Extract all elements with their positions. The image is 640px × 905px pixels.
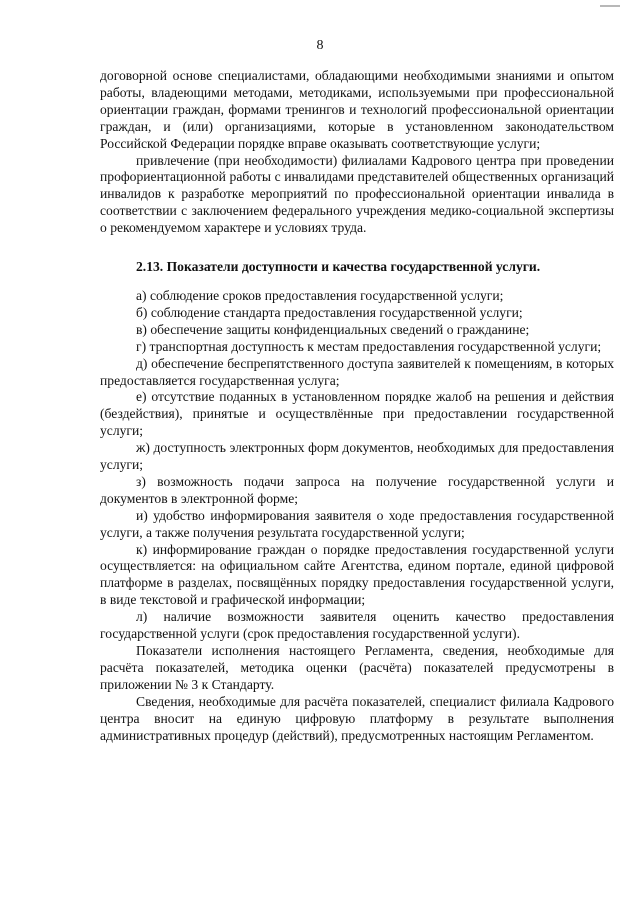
paragraph: привлечение (при необходимости) филиалами Кадрового центра при проведении профориентационной работы с инвалидами представителей общественных организаций инвалидов к разработке мероприятий по профессиональной ориентации инвалида в соответствии с заключением федерального учреждения медико-социальной экспертизы о рекомендуемом характере и условиях труда. [100,152,614,236]
page-number: 8 [316,38,324,53]
list-item: к) информирование граждан о порядке предоставления государственной услуги осуществляется: на официальном сайте Агентства, едином портале, единой цифровой платформе в разделах, посвящённых порядку предоставления государственной услуги, в виде текстовой и графической информации; [100,541,614,608]
list-item: г) транспортная доступность к местам предоставления государственной услуги; [136,338,602,354]
list-item: б) соблюдение стандарта предоставления государственной услуги; [136,304,523,320]
section-heading: 2.13. Показатели доступности и качества государственной услуги. [136,259,541,275]
list-item: з) возможность подачи запроса на получение государственной услуги и документов в электронной форме; [100,473,614,506]
list-item: а) соблюдение сроков предоставления государственной услуги; [136,287,504,303]
spacer [100,237,614,259]
paragraph: Сведения, необходимые для расчёта показателей, специалист филиала Кадрового центра вносит на единую цифровую платформу в результате выполнения административных процедур (действий), предусмотренных настоящим Регламентом. [100,693,614,743]
list-item: д) обеспечение беспрепятственного доступа заявителей к помещениям, в которых предоставляется государственная услуга; [100,355,614,388]
list-item: л) наличие возможности заявителя оценить качество предоставления государственной услуги (срок предоставления государственной услуги). [100,609,614,642]
spacer [100,276,614,288]
paragraph: Показатели исполнения настоящего Регламента, сведения, необходимые для расчёта показателей, методика оценки (расчёта) показателей предусмотрены в приложении № 3 к Стандарту. [100,643,614,692]
scan-mark [600,5,620,7]
list-item: ж) доступность электронных форм документов, необходимых для предоставления услуги; [100,440,614,473]
list-item: в) обеспечение защиты конфиденциальных сведений о гражданине; [136,321,530,337]
page-body [100,68,614,744]
list-item: е) отсутствие поданных в установленном порядке жалоб на решения и действия (бездействия), принятые и осуществлённые при предоставлении государственной услуги; [100,389,614,439]
list-item: и) удобство информирования заявителя о ходе предоставления государственной услуги, а также получения результата государственной услуги; [100,507,614,540]
paragraph-continuation: договорной основе специалистами, обладающими необходимыми знаниями и опытом работы, владеющими методами, методиками, используемыми при профессиональной ориентации граждан, формами тренингов и технологий профессиональной ориентации граждан, и (или) организациями, которые в установленном законодательством Российской Федерации порядке вправе оказывать соответствующие услуги; [100,68,614,151]
